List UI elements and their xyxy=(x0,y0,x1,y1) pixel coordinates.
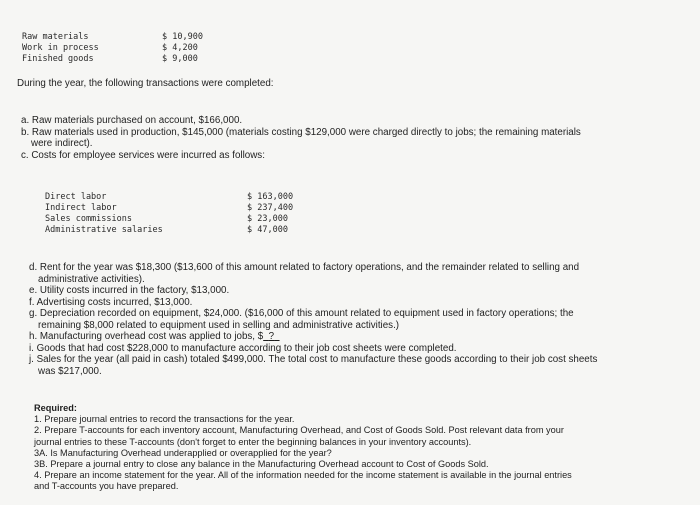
table-row xyxy=(45,214,307,225)
inventory-value: $ 10,900 xyxy=(162,32,203,42)
intro-text: During the year, the following transactions were completed: xyxy=(17,78,274,89)
transaction-h: h. Manufacturing overhead cost was applied to jobs, $ xyxy=(29,331,264,342)
transactions-d-j xyxy=(29,262,597,377)
inventory-label: Finished goods xyxy=(22,54,94,64)
inventory-value: $ 4,200 xyxy=(162,43,198,53)
transaction-d: d. Rent for the year was $18,300 ($13,600 of this amount related to factory operations, and the remainder related to selling and xyxy=(29,262,580,273)
cost-value: $ 237,400 xyxy=(247,203,294,213)
table-row xyxy=(22,43,222,54)
cost-label: Administrative salaries xyxy=(45,225,163,235)
transaction-c: c. Costs for employee services were incurred as follows: xyxy=(21,149,265,161)
transaction-j-cont: was $217,000. xyxy=(38,365,102,377)
table-row xyxy=(22,32,222,43)
required-item: 3B. Prepare a journal entry to close any balance in the Manufacturing Overhead account to Cost of Goods Sold. xyxy=(34,459,489,470)
table-row xyxy=(45,192,307,203)
transactions-a-c xyxy=(21,115,581,161)
cost-label: Sales commissions xyxy=(45,214,132,224)
transaction-g-cont: remaining $8,000 related to equipment used in selling and administrative activities.) xyxy=(38,319,400,331)
transaction-d-cont: administrative activities). xyxy=(38,273,145,285)
transaction-e: e. Utility costs incurred in the factory, $13,000. xyxy=(29,285,230,296)
transaction-g: g. Depreciation recorded on equipment, $24,000. ($16,000 of this amount related to equipment used in factory operations; the xyxy=(29,308,574,319)
table-row xyxy=(45,225,307,236)
table-row xyxy=(45,203,307,214)
transaction-a: a. Raw materials purchased on account, $166,000. xyxy=(21,115,243,126)
required-item: 3A. Is Manufacturing Overhead underapplied or overapplied for the year? xyxy=(34,447,332,458)
required-item: 4. Prepare an income statement for the year. All of the information needed for the income statement is available in the journal entries xyxy=(34,470,572,481)
cost-label: Direct labor xyxy=(45,192,107,202)
transaction-b-cont: were indirect). xyxy=(31,138,93,149)
inventory-label: Work in process xyxy=(22,43,99,53)
inventory-balances-table xyxy=(22,32,222,65)
inventory-value: $ 9,000 xyxy=(162,54,198,64)
cost-value: $ 163,000 xyxy=(247,192,294,202)
inventory-label: Raw materials xyxy=(22,32,89,42)
transaction-f: f. Advertising costs incurred, $13,000. xyxy=(29,296,193,308)
transaction-h-line xyxy=(29,331,597,343)
blank-marker: ? xyxy=(268,331,275,342)
cost-value: $ 47,000 xyxy=(247,225,288,235)
applied-overhead-blank xyxy=(263,331,279,342)
required-section xyxy=(34,403,572,493)
transaction-b: b. Raw materials used in production, $145,000 (materials costing $129,000 were charged directly to jobs; the remaining materials xyxy=(21,126,581,138)
cost-label: Indirect labor xyxy=(45,203,117,213)
employee-costs-table xyxy=(45,192,307,236)
required-item: 1. Prepare journal entries to record the transactions for the year. xyxy=(34,414,295,425)
transaction-i: i. Goods that had cost $228,000 to manufacture according to their job cost sheets were completed. xyxy=(29,342,457,354)
table-row xyxy=(22,54,222,65)
required-item: 2. Prepare T-accounts for each inventory account, Manufacturing Overhead, and Cost of Goods Sold. Post relevant data from your xyxy=(34,425,564,436)
required-item: journal entries to these T-accounts (don't forget to enter the beginning balances in your inventory accounts). xyxy=(34,436,472,447)
cost-value: $ 23,000 xyxy=(247,214,288,224)
required-title: Required: xyxy=(34,403,77,413)
transaction-j: j. Sales for the year (all paid in cash) totaled $499,000. The total cost to manufacture these goods according to their job cost sheets xyxy=(29,354,598,365)
required-item: and T-accounts you have prepared. xyxy=(34,481,179,492)
